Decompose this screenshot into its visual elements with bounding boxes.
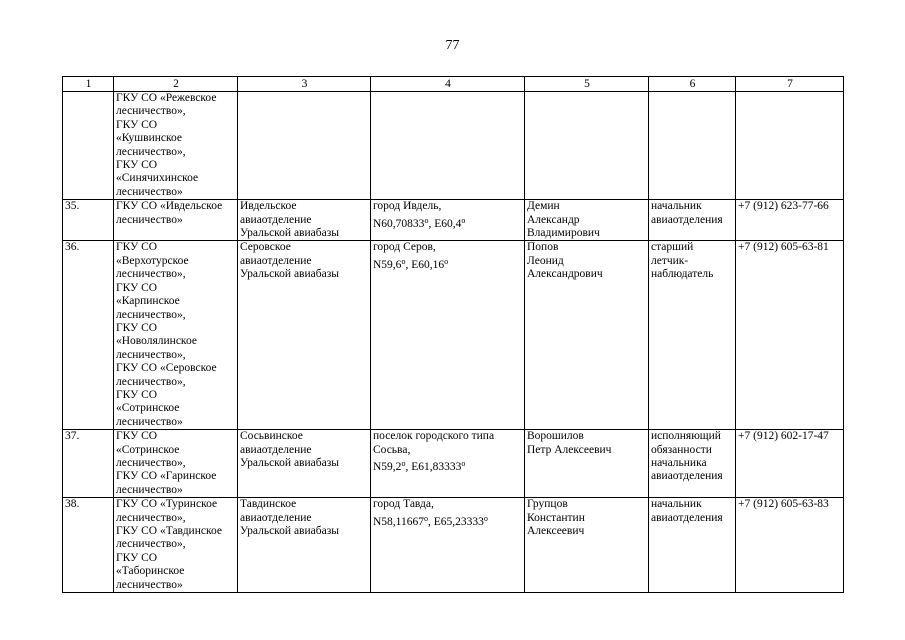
location-cell [371,92,525,200]
phone-number: +7 (912) 602-17-47 [738,430,829,443]
department-line: авиаотделение [240,511,312,524]
phone-number: +7 (912) 623-77-66 [738,200,829,213]
location-cell [371,241,525,430]
column-header: 3 [238,77,371,92]
column-header: 1 [63,77,114,92]
table-row [63,241,844,430]
forestry-line: ГКУ СО «Гаринское [116,470,217,483]
forestry-line: ГКУ СО [116,159,158,172]
degree-sign: o [424,513,429,523]
place-line: поселок городского типа [373,430,495,443]
degree-sign: o [461,458,466,468]
place-line: город Тавда, [373,498,434,511]
department-line: Уральской авиабазы [240,268,339,281]
position-line: авиаотделения [651,511,723,524]
row-number: 38. [65,498,80,511]
department-line: Уральской авиабазы [240,525,339,537]
forestry-line: «Синячихинское [116,172,199,185]
person-name-line: Алексеевич [527,525,585,537]
department-line: Серовское [240,241,291,254]
column-header: 7 [736,77,844,92]
longitude: E60,16 [411,258,445,271]
phone-number: +7 (912) 605-63-83 [738,498,829,511]
row-number: 36. [65,241,80,254]
person-cell [525,430,649,498]
forestry-line: ГКУ СО «Тавдинское [116,525,222,537]
column-header: 6 [649,77,736,92]
header-row [63,77,844,92]
forestry-line: ГКУ СО «Серовское [116,362,217,375]
forestries-cell [114,241,238,430]
forestry-line: лесничество» [116,415,183,428]
forestry-line: «Кушвинское [116,132,183,145]
coordinates [373,258,523,272]
forestry-line: ГКУ СО «Ивдельское [116,200,223,213]
row-number: 37. [65,430,80,443]
degree-sign: o [444,256,449,266]
position-line: наблюдатель [651,268,714,281]
position-line: летчик- [651,254,689,267]
department-line: Сосьвинское [240,430,303,443]
latitude: N60,70833 [373,217,425,230]
page-number: 77 [445,38,460,53]
longitude: E60,4 [434,217,462,230]
forestry-line: «Верхотурское [116,254,189,267]
coord-separator: , [405,258,412,271]
phone-cell [736,241,844,430]
aviation-departments-table [62,76,844,593]
row-number-cell [63,498,114,593]
position-cell [649,430,736,498]
latitude: N59,6 [373,258,402,271]
forestry-line: ГКУ СО [116,430,158,443]
phone-cell [736,200,844,241]
forestry-line: ГКУ СО «Туринское [116,498,218,511]
coord-separator: , [405,460,412,473]
degree-sign: o [401,458,406,468]
department-cell [238,92,371,200]
department-line: авиаотделение [240,213,312,226]
department-line: Ивдельское [240,200,297,213]
position-cell [649,241,736,430]
forestry-line: «Новолялинское [116,335,197,348]
forestry-line: ГКУ СО [116,321,158,334]
phone-cell [736,92,844,200]
forestry-line: лесничество» [116,185,183,198]
degree-sign: o [461,215,466,225]
position-line: обязанности [651,443,712,456]
forestry-line: лесничество», [116,105,186,118]
place-line: Сосьва, [373,443,411,456]
latitude: N59,2 [373,460,402,473]
person-cell [525,200,649,241]
forestry-line: лесничество» [116,213,183,226]
column-header: 5 [525,77,649,92]
person-name-line: Константин [527,511,585,524]
longitude: E65,23333 [433,515,484,528]
forestry-line: ГКУ СО [116,281,158,294]
column-header: 4 [371,77,525,92]
forestry-line: ГКУ СО [116,551,158,564]
phone-cell [736,430,844,498]
forestry-line: «Сотринское [116,443,180,456]
forestries-cell [114,200,238,241]
place-line: город Ивдель, [373,200,442,213]
forestry-line: «Таборинское [116,565,185,578]
position-line: начальник [651,498,702,511]
position-cell [649,92,736,200]
position-cell [649,498,736,593]
longitude: E61,83333 [411,460,462,473]
row-number-cell [63,430,114,498]
forestry-line: «Карпинское [116,295,180,308]
person-name-line: Демин [527,200,560,213]
person-name-line: Александр [527,213,580,226]
position-line: исполняющий [651,430,721,443]
person-cell [525,241,649,430]
forestry-line: ГКУ СО «Режевское [116,92,217,104]
department-cell [238,498,371,593]
latitude: N58,11667 [373,515,425,528]
forestries-cell [114,430,238,498]
degree-sign: o [424,215,429,225]
forestry-line: лесничество» [116,483,183,496]
place-line: город Серов, [373,241,436,254]
degree-sign: o [401,256,406,266]
forestry-line: ГКУ СО [116,388,158,401]
person-name-line: Александрович [527,268,603,281]
table-row [63,200,844,241]
forestry-line: лесничество», [116,511,186,524]
department-line: Тавдинское [240,498,297,511]
person-cell [525,92,649,200]
department-cell [238,430,371,498]
forestries-cell [114,92,238,200]
forestry-line: лесничество», [116,456,186,469]
table-row-continuation [63,92,844,200]
phone-cell [736,498,844,593]
table-row [63,430,844,498]
column-header: 2 [114,77,238,92]
forestry-line: лесничество», [116,145,186,158]
forestry-line: ГКУ СО [116,241,158,254]
degree-sign: o [483,513,488,523]
department-cell [238,241,371,430]
coordinates [373,217,523,231]
person-name-line: Петр Алексеевич [527,443,612,456]
department-line: Уральской авиабазы [240,456,339,469]
location-cell [371,498,525,593]
position-line: авиаотделения [651,213,723,226]
department-line: авиаотделение [240,254,312,267]
row-number: 35. [65,200,80,213]
forestry-line: лесничество» [116,578,183,591]
person-name-line: Ворошилов [527,430,584,443]
position-line: авиаотделения [651,470,723,483]
row-number-cell [63,200,114,241]
person-cell [525,498,649,593]
forestries-cell [114,498,238,593]
forestry-line: ГКУ СО [116,118,158,131]
person-name-line: Групцов [527,498,568,511]
forestry-line: лесничество», [116,348,186,361]
position-line: начальник [651,200,702,213]
position-line: начальника [651,456,707,469]
department-line: авиаотделение [240,443,312,456]
table-row [63,498,844,593]
person-name-line: Владимирович [527,227,600,240]
forestry-line: лесничество», [116,308,186,321]
forestry-line: лесничество», [116,375,186,388]
position-line: старший [651,241,694,254]
location-cell [371,200,525,241]
location-cell [371,430,525,498]
department-cell [238,200,371,241]
coord-separator: , [428,217,435,230]
position-cell [649,200,736,241]
coord-separator: , [428,515,434,528]
row-number-cell [63,241,114,430]
forestry-line: лесничество», [116,538,186,551]
coordinates [373,515,523,529]
forestry-line: «Сотринское [116,402,180,415]
forestry-line: лесничество», [116,268,186,281]
row-number-cell [63,92,114,200]
person-name-line: Леонид [527,254,564,267]
phone-number: +7 (912) 605-63-81 [738,241,829,254]
person-name-line: Попов [527,241,559,254]
department-line: Уральской авиабазы [240,227,339,240]
coordinates [373,460,523,474]
